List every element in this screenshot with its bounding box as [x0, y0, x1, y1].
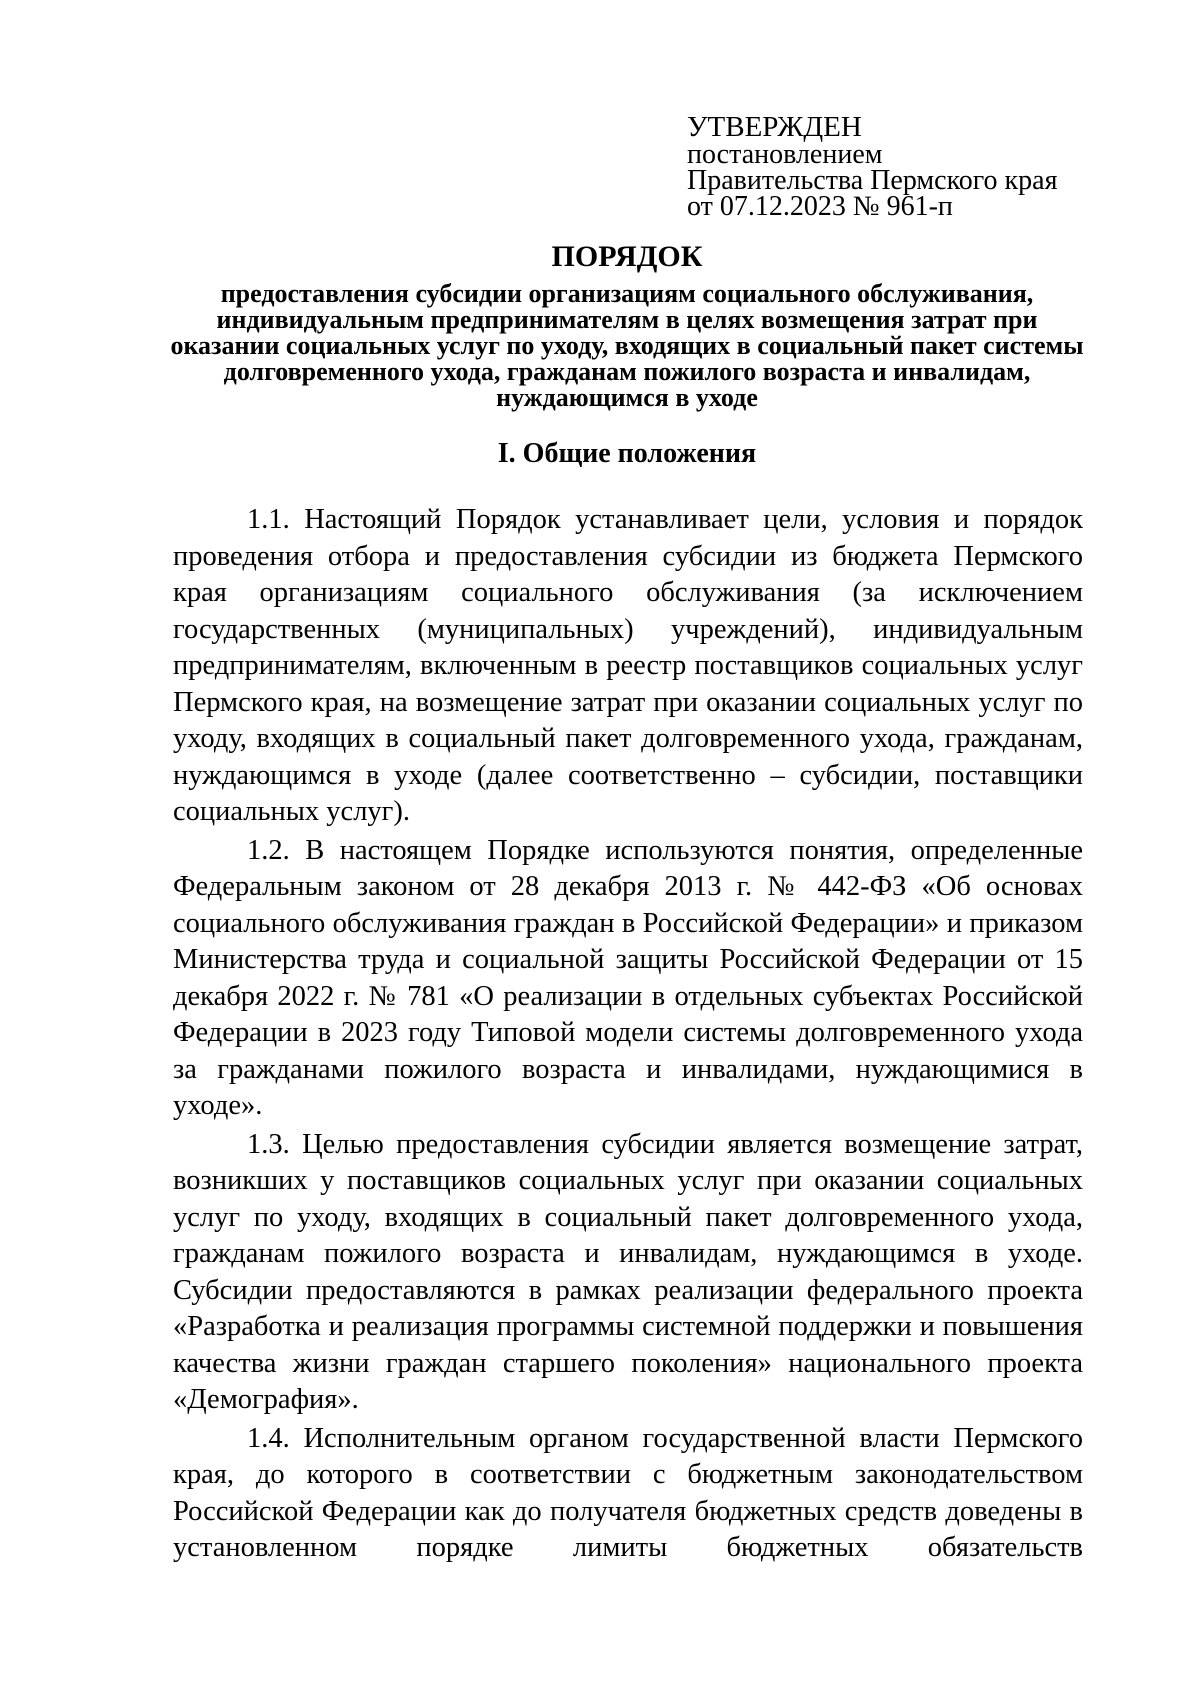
paragraph-1-3: 1.3. Целью предоставления субсидии является возмещение затрат, возникших у поставщиков социальных услуг при оказании социальных услуг по уходу, входящих в социальный пакет долговременного ухода, гражданам пожилого возраста и инвалидам, нуждающимся в уходе. Субсидии предоставляются в рамках реализации федерального проекта «Разработка и реализация программы системной поддержки и повышения качества жизни граждан старшего поколения» национального проекта «Демография».: [173, 1128, 1083, 1415]
paragraph-1-1: 1.1. Настоящий Порядок устанавливает цели, условия и порядок проведения отбора и предоставления субсидии из бюджета Пермского края организациям социального обслуживания (за исключением государственных (муниципальных) учреждений), индивидуальным предпринимателям, включенным в реестр поставщиков социальных услуг Пермского края, на возмещение затрат при оказании социальных услуг по уходу, входящих в социальный пакет долговременного ухода, гражданам, нуждающимся в уходе (далее соответственно – субсидии, поставщики социальных услуг).: [173, 504, 1083, 827]
paragraph-1-2: 1.2. В настоящем Порядке используются понятия, определенные Федеральным законом от 28 декабря 2013 г. № 442-ФЗ «Об основах социального обслуживания граждан в Российской Федерации» и приказом Министерства труда и социальной защиты Российской Федерации от 15 декабря 2022 г. № 781 «О реализации в отдельных субъектах Российской Федерации в 2023 году Типовой модели системы долговременного ухода за гражданами пожилого возраста и инвалидами, нуждающимися в уходе».: [173, 834, 1083, 1121]
paragraph-1-4: 1.4. Исполнительным органом государственной власти Пермского края, до которого в соответствии с бюджетным законодательством Российской Федерации как до получателя бюджетных средств доведены в установленном порядке лимиты бюджетных обязательств: [173, 1422, 1083, 1563]
document-subtitle: предоставления субсидии организациям социального обслуживания, индивидуальным предпринимателям в целях возмещения затрат при оказании социальных услуг по уходу, входящих в социальный пакет системы долговременного ухода, гражданам пожилого возраста и инвалидам, нуждающимся в уходе: [170, 279, 1084, 412]
approval-stamp: [687, 112, 1107, 220]
approval-heading: УТВЕРЖДЕН: [687, 111, 862, 143]
approval-line-2: Правительства Пермского края: [687, 165, 1058, 196]
section-heading: I. Общие положения: [497, 438, 757, 469]
approval-line-1: постановлением: [687, 139, 883, 170]
document-body: [173, 502, 1083, 1567]
document-title: ПОРЯДОК: [551, 240, 703, 273]
approval-line-3: от 07.12.2023 № 961-п: [687, 191, 953, 222]
